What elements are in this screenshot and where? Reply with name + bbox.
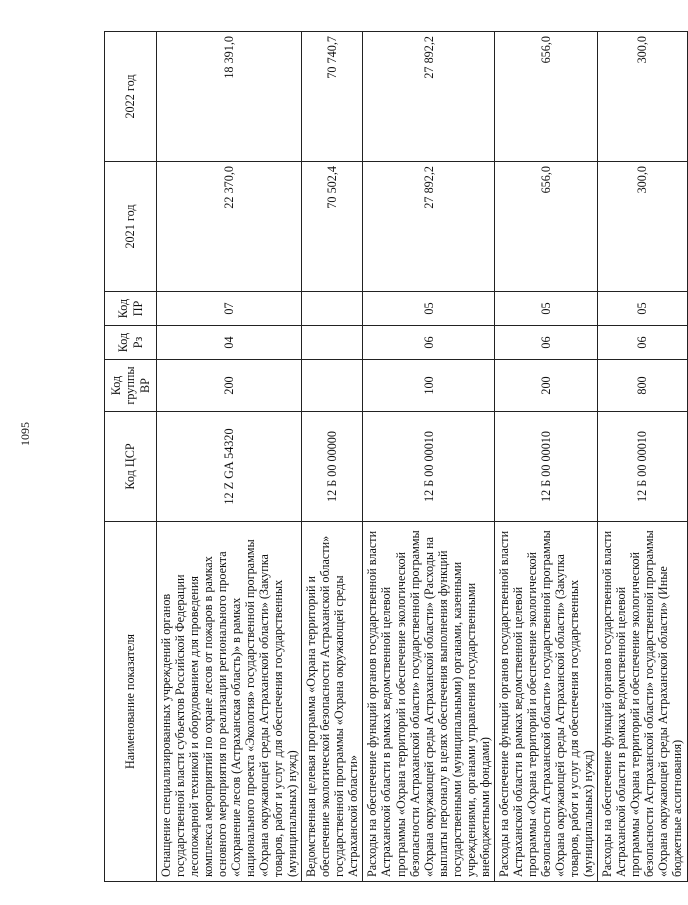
row-rz: 04 [157, 326, 302, 360]
header-rz: Код Рз [105, 326, 157, 360]
table-row [597, 32, 687, 882]
budget-table [104, 31, 688, 882]
row-2022: 70 740,7 [302, 32, 363, 162]
row-2022: 18 391,0 [157, 32, 302, 162]
page-number: 1095 [18, 422, 32, 446]
table-row [157, 32, 302, 882]
header-2022: 2022 год [105, 32, 157, 162]
header-pr: Код ПР [105, 292, 157, 326]
row-2021: 70 502,4 [302, 162, 363, 292]
row-pr: 07 [157, 292, 302, 326]
row-2021: 300,0 [597, 162, 687, 292]
row-name: Расходы на обеспечение функций органов государственной власти Астраханской области в рамках ведомственной целевой программы «Охрана территорий и обеспечение экологической безопасности Астраханской области» государственной программы «Охрана окружающей среды Астраханской области» (Расходы на выплаты персоналу в целях обеспечения выполнения функций государственными (муниципальными) органами, казенными учреждениями, органами управления государственными внебюджетными фондами) [363, 522, 494, 882]
row-2022: 27 892,2 [363, 32, 494, 162]
row-pr: 05 [597, 292, 687, 326]
row-pr: 05 [363, 292, 494, 326]
row-pr [302, 292, 363, 326]
header-vr: Код группы ВР [105, 360, 157, 412]
row-csr: 12 Б 00 00000 [302, 412, 363, 522]
table-row [363, 32, 494, 882]
row-name: Расходы на обеспечение функций органов государственной власти Астраханской области в рамках ведомственной целевой программы «Охрана территорий и обеспечение экологической безопасности Астраханской области» государственной программы «Охрана окружающей среды Астраханской области» (Закупка товаров, работ и услуг для обеспечения государственных (муниципальных) нужд) [494, 522, 597, 882]
header-name: Наименование показателя [105, 522, 157, 882]
row-csr: 12 Б 00 00010 [363, 412, 494, 522]
row-name: Ведомственная целевая программа «Охрана территорий и обеспечение экологической безопасности Астраханской области» государственной программы «Охрана окружающей среды Астраханской области» [302, 522, 363, 882]
row-2021: 22 370,0 [157, 162, 302, 292]
row-vr: 100 [363, 360, 494, 412]
row-2022: 300,0 [597, 32, 687, 162]
header-csr: Код ЦСР [105, 412, 157, 522]
table-row [302, 32, 363, 882]
row-rz: 06 [363, 326, 494, 360]
row-name: Расходы на обеспечение функций органов государственной власти Астраханской области в рамках ведомственной целевой программы «Охрана территорий и обеспечение экологической безопасности Астраханской области» государственной программы «Охрана окружающей среды Астраханской области» (Иные бюджетные ассигнования) [597, 522, 687, 882]
row-csr: 12 Z GA 54320 [157, 412, 302, 522]
row-rz: 06 [597, 326, 687, 360]
row-vr: 200 [157, 360, 302, 412]
row-2021: 656,0 [494, 162, 597, 292]
row-2022: 656,0 [494, 32, 597, 162]
row-vr [302, 360, 363, 412]
header-2021: 2021 год [105, 162, 157, 292]
row-2021: 27 892,2 [363, 162, 494, 292]
row-vr: 800 [597, 360, 687, 412]
row-csr: 12 Б 00 00010 [494, 412, 597, 522]
row-rz [302, 326, 363, 360]
row-csr: 12 Б 00 00010 [597, 412, 687, 522]
budget-table-rotated [104, 32, 685, 882]
header-row [105, 32, 157, 882]
row-pr: 05 [494, 292, 597, 326]
row-rz: 06 [494, 326, 597, 360]
table-row [494, 32, 597, 882]
row-name: Оснащение специализированных учреждений органов государственной власти субъектов Российской Федерации лесопожарной техникой и оборудованием для проведения комплекса мероприятий по охране лесов от пожаров в рамках основного мероприятия по реализации регионального проекта «Сохранение лесов (Астраханская область)» в рамках национального проекта «Экология» государственной программы «Охрана окружающей среды Астраханской области» (Закупка товаров, работ и услуг для обеспечения государственных (муниципальных) нужд) [157, 522, 302, 882]
row-vr: 200 [494, 360, 597, 412]
